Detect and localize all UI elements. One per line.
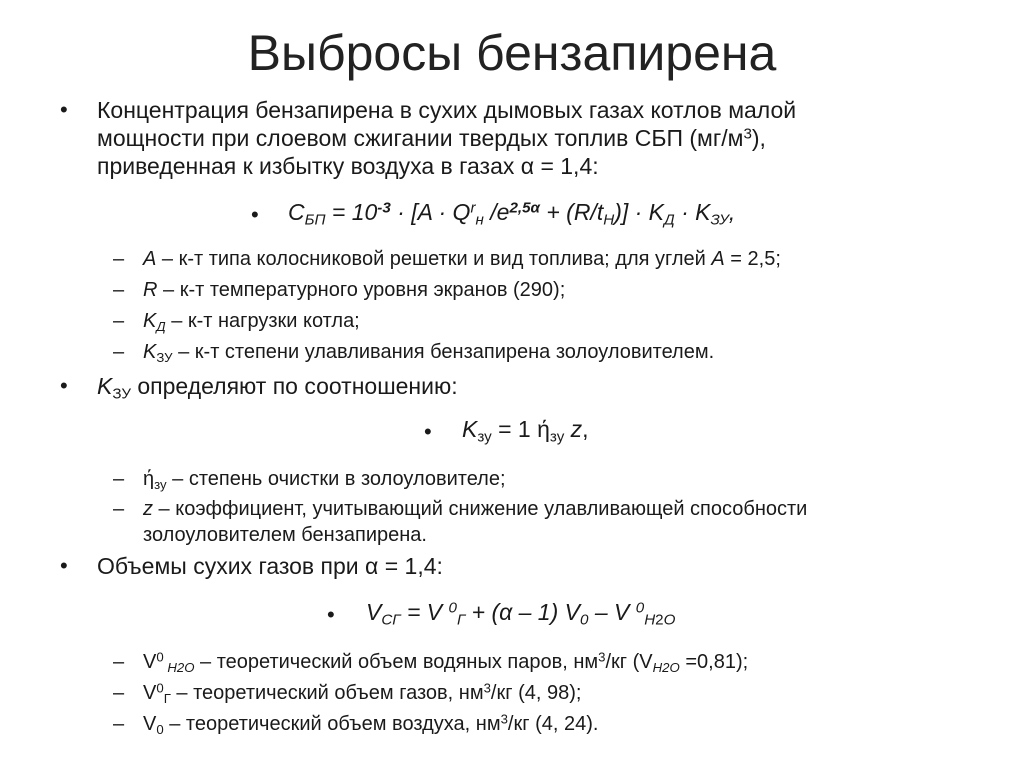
formula-concentration: $C_{БП} = 10^{-3} \cdot [A \cdot Q^r_н$ $/e^{2,5\alpha} + (R/t_Н)] \cdot K_Д \cdot K_{ЗУ}$, [288,199,736,229]
bullet-marker: • [60,373,68,398]
dash-marker: – [113,713,125,735]
section1-line1: Концентрация бензапирена в сухих дымовых газах котлов малой [97,97,797,123]
note-kzu: $K_{ЗУ} - к-т$ степени улавливания бензапирена золоуловителем. [143,341,715,365]
dash-marker: – [113,468,125,490]
dash-marker: – [113,682,125,704]
formula-vsg: $V_{СГ} = V$ $^0_Г$ + (α – 1) $V_0$ – V $^0_{H2O}$ [366,599,676,629]
dash-marker: – [113,498,125,520]
dash-marker: – [113,310,125,332]
bullet-marker: • [251,202,259,227]
note-v0-g: $V^0_Г$ – теоретический объем газов, $нм^3/кг$ (4, 98); [143,680,582,706]
bullet-marker: • [60,97,68,122]
bullet-marker: • [424,419,432,444]
note-v0-air: $V_0$ – теоретический объем воздуха, $нм^3/кг$ (4, 24). [143,711,599,737]
section1-line3: приведенная к избытку воздуха в газах α = 1,4: [97,153,599,179]
dash-marker: – [113,651,125,673]
bullet-marker: • [60,553,68,578]
note-v0-h2o: $V^0$ $_{H2O}$ – теоретический объем водяных паров, $нм^3/кг$ $(V_{H2O} =0,81)$; [143,649,749,675]
section3-heading: Объемы сухих газов при α = 1,4: [97,553,443,579]
note-r: R – к-т температурного уровня экранов (290); [143,279,566,301]
note-z: z – коэффициент, учитывающий снижение улавливающей способности [143,498,808,520]
note-eta: $ή_{зу}$ – степень очистки в золоуловителе; [143,468,506,492]
slide-title: Выбросы бензапирена [247,25,777,81]
note-z-line2: золоуловителем бензапирена. [143,524,427,546]
dash-marker: – [113,279,125,301]
dash-marker: – [113,341,125,363]
note-kd: $K_Д - к-т$ нагрузки котла; [143,310,360,334]
note-a: A – к-т типа колосниковой решетки и вид топлива; для углей A = 2,5; [143,248,781,270]
bullet-marker: • [327,602,335,627]
dash-marker: – [113,248,125,270]
section1-line2: мощности при слоевом сжигании твердых топлив СБП $(мг/м^3)$, [97,125,766,151]
section2-heading: $K_{ЗУ}$ определяют по соотношению: [97,373,458,403]
formula-kzu: $K_{зу} = 1$ $ή_{зу}$ z, [462,416,589,446]
